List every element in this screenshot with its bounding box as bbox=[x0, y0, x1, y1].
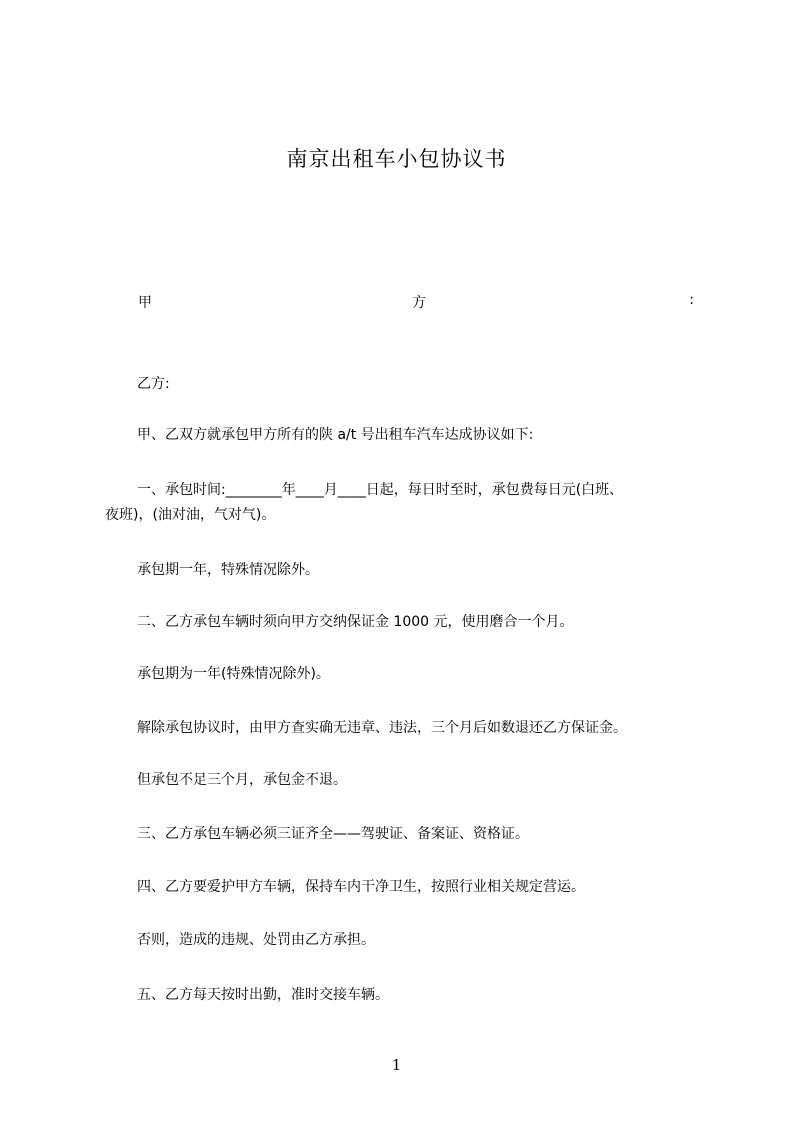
party-b-line: 乙方: bbox=[137, 376, 170, 392]
party-a-colon: : bbox=[689, 292, 694, 308]
paragraph-clause-1-cont: 夜班)，(油对油，气对气)。 bbox=[105, 507, 276, 523]
paragraph-clause-3: 三、乙方承包车辆必须三证齐全——驾驶证、备案证、资格证。 bbox=[137, 826, 529, 842]
paragraph-clause-1: 一、承包时间:________年____月____日起，每日时至时，承包费每日元(白班、 bbox=[137, 482, 624, 498]
paragraph-term-2: 承包期为一年(特殊情况除外)。 bbox=[137, 666, 330, 682]
page-number: 1 bbox=[391, 1056, 402, 1074]
paragraph-termination: 解除承包协议时，由甲方查实确无违章、违法，三个月后如数退还乙方保证金。 bbox=[137, 720, 627, 736]
paragraph-clause-5: 五、乙方每天按时出勤，准时交接车辆。 bbox=[137, 987, 389, 1003]
paragraph-intro: 甲、乙双方就承包甲方所有的陕 a/t 号出租车汽车达成协议如下: bbox=[137, 427, 534, 443]
paragraph-clause-2: 二、乙方承包车辆时须向甲方交纳保证金 1000 元，使用磨合一个月。 bbox=[137, 614, 574, 630]
party-a-label-part2: 方 bbox=[412, 295, 426, 311]
party-a-line bbox=[138, 292, 694, 312]
document-title: 南京出租车小包协议书 bbox=[286, 147, 507, 171]
paragraph-clause-4: 四、乙方要爱护甲方车辆，保持车内干净卫生，按照行业相关规定营运。 bbox=[137, 879, 585, 895]
paragraph-term: 承包期一年，特殊情况除外。 bbox=[137, 562, 319, 578]
paragraph-no-refund: 但承包不足三个月，承包金不退。 bbox=[137, 772, 347, 788]
party-a-label-part1: 甲 bbox=[138, 295, 152, 311]
paragraph-penalty: 否则，造成的违规、处罚由乙方承担。 bbox=[137, 932, 375, 948]
